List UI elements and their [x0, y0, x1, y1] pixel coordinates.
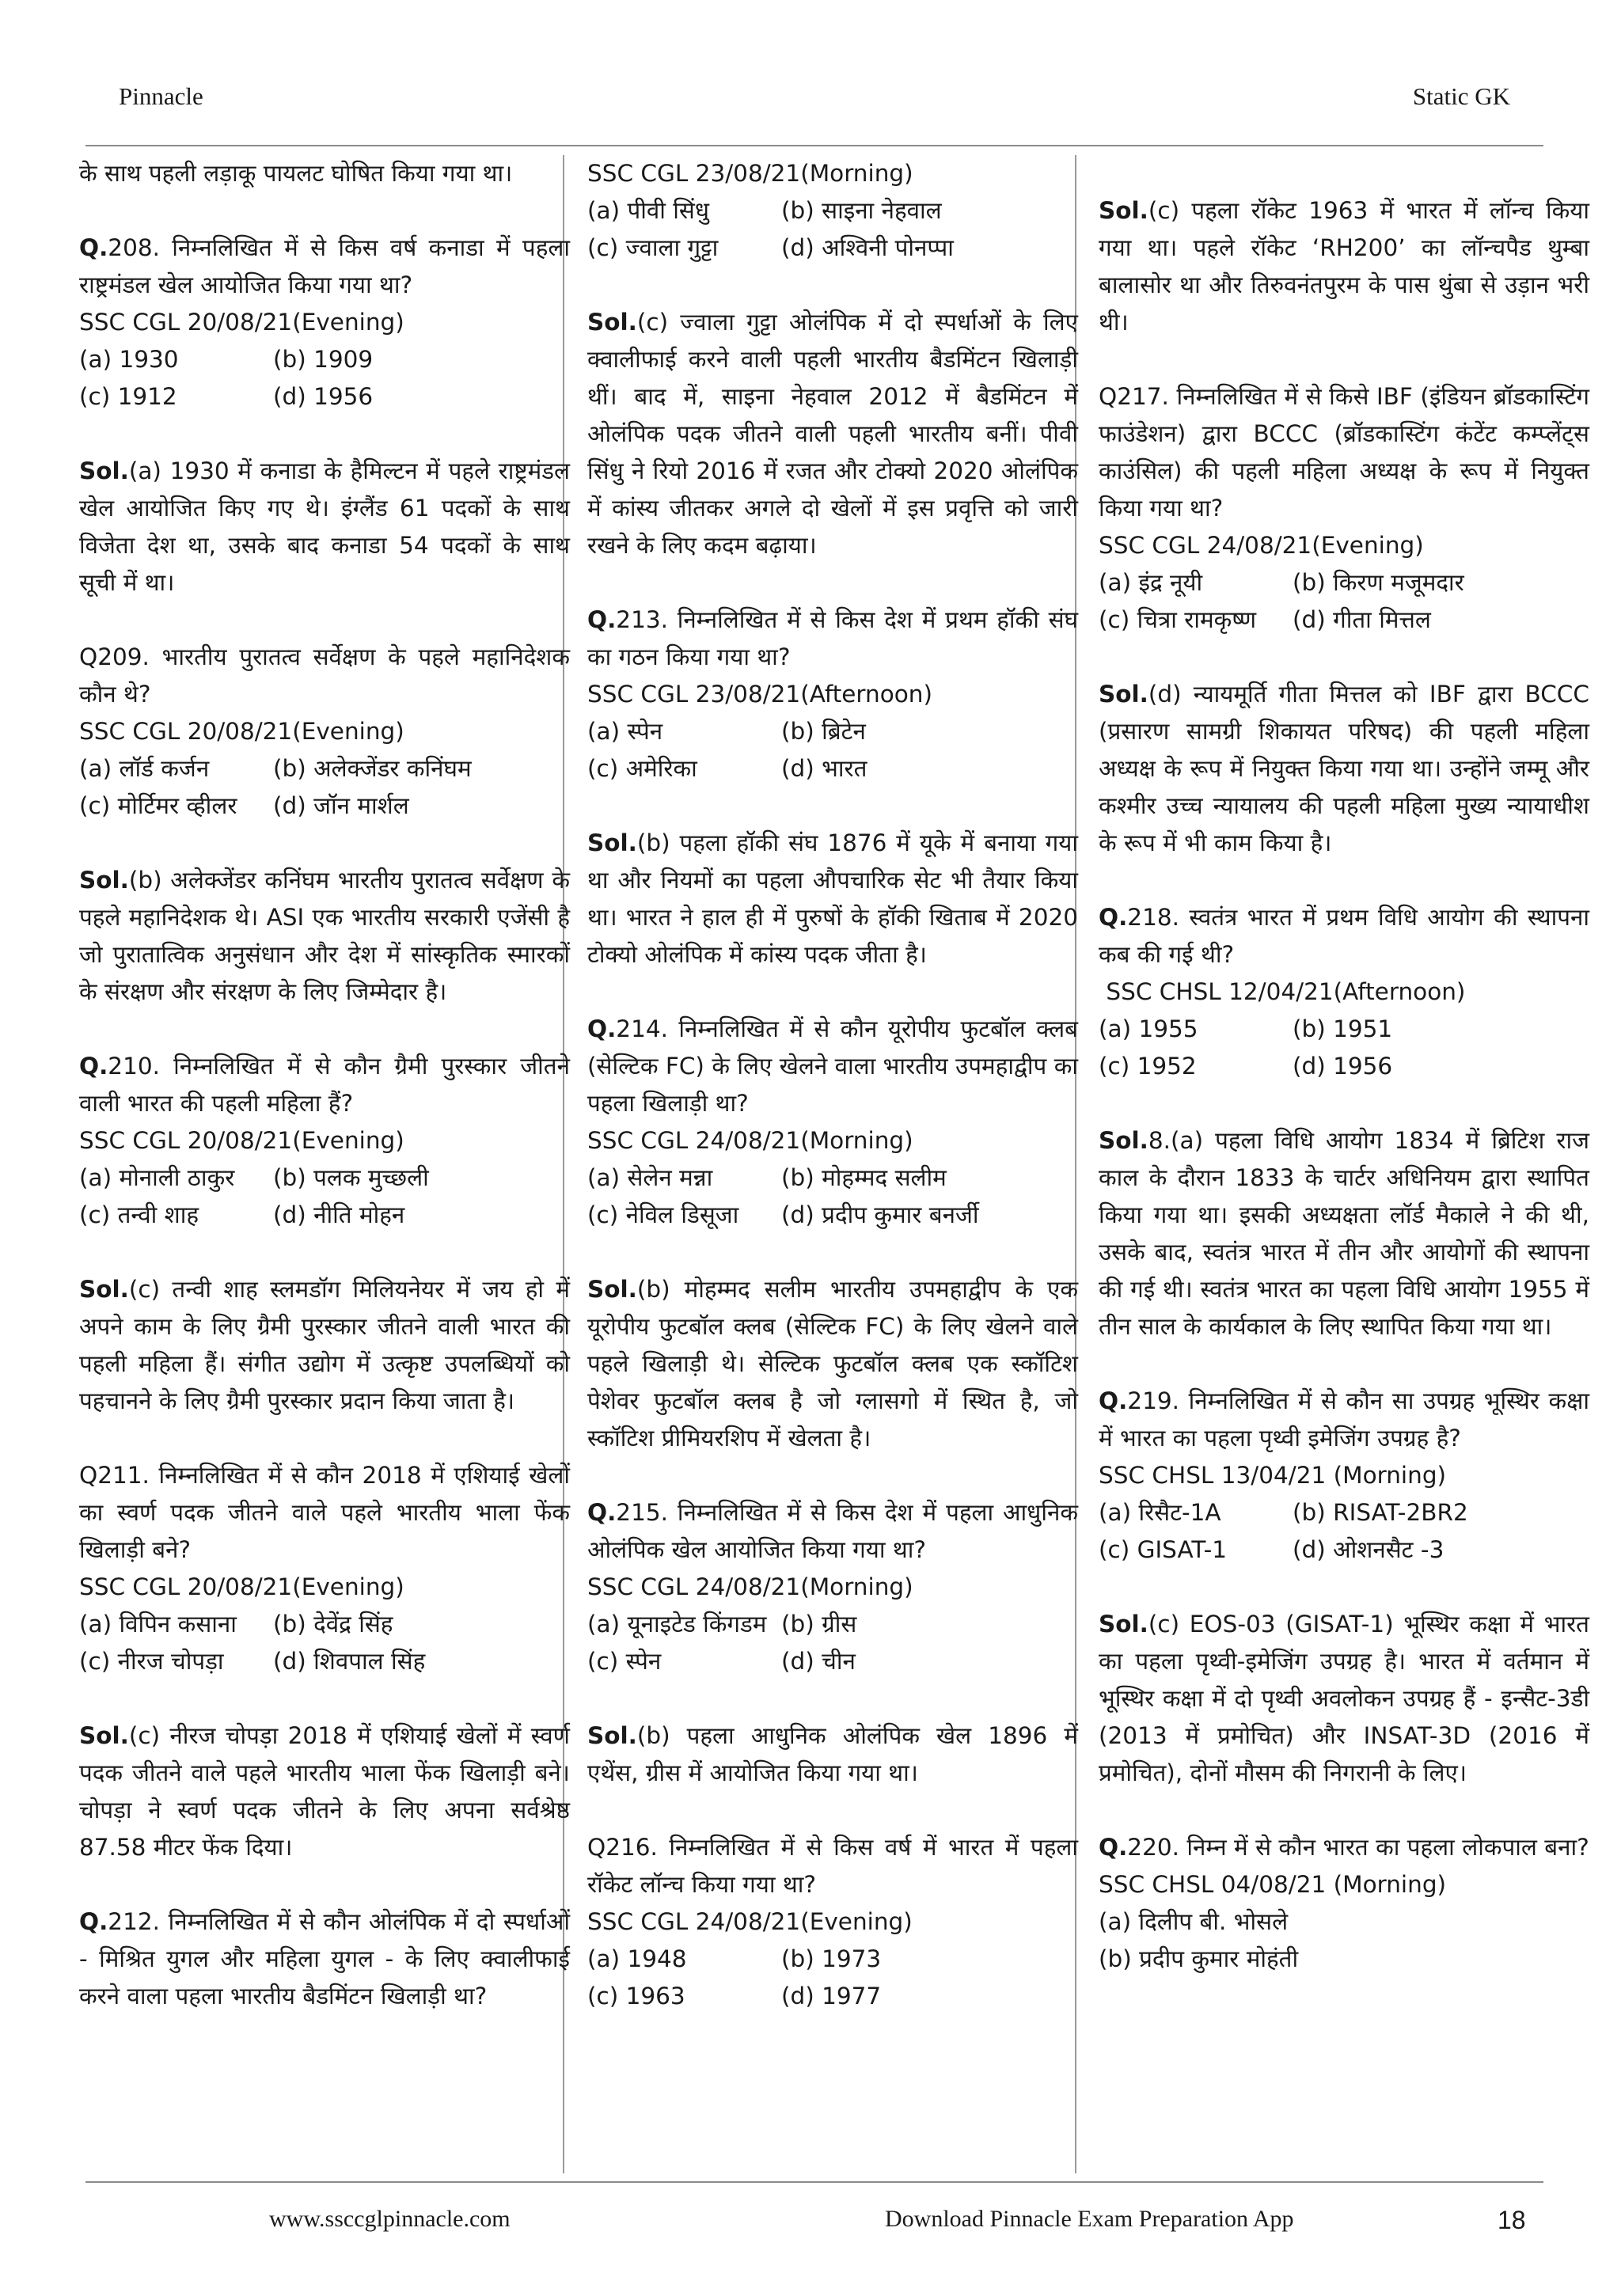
solution-label: Sol.: [79, 1722, 129, 1749]
question-text: Q211. निम्नलिखित में से कौन 2018 में एशियाई खेलों का स्वर्ण पदक जीतने वाले पहले भारतीय भाला फेंक खिलाड़ी बने?: [79, 1462, 570, 1563]
options: [587, 1159, 1078, 1234]
solution-label: Sol.: [1099, 681, 1148, 708]
solution-label: Sol.: [587, 829, 637, 856]
option: (c) नीरज चोपड़ा: [79, 1648, 224, 1675]
option: (b) किरण मजूमदार: [1293, 569, 1464, 596]
exam-source: SSC CGL 23/08/21(Morning): [587, 160, 913, 187]
option: (b) ग्रीस: [781, 1611, 857, 1638]
exam-source: SSC CGL 20/08/21(Evening): [79, 718, 404, 745]
question-219: [1099, 1383, 1589, 1569]
question-text: Q.213. निम्नलिखित में से किस देश में प्रथम हॉकी संघ का गठन किया गया था?: [587, 606, 1078, 670]
options: [587, 713, 1078, 787]
header-right: Static GK: [1412, 82, 1510, 110]
solution: Sol.(c) EOS-03 (GISAT-1) भूस्थिर कक्षा में भारत का पहला पृथ्वी-इमेजिंग उपग्रह है। भारत में वर्तमान में भूस्थिर कक्षा में दो पृथ्वी अवलोकन उपग्रह हैं - इन्सैट-3डी (2013 में प्रमोचित) और INSAT-3D (2016 में प्रमोचित), दोनों मौसम की निगरानी के लिए।: [1099, 1611, 1589, 1786]
option: (c) मोर्टिमर व्हीलर: [79, 792, 237, 819]
option: (c) स्पेन: [587, 1648, 662, 1675]
solution-label: Sol.: [79, 457, 129, 484]
question-209: [79, 639, 570, 825]
options: [79, 1159, 570, 1234]
question-text: Q.214. निम्नलिखित में से कौन यूरोपीय फुटबॉल क्लब (सेल्टिक FC) के लिए खेलने वाला भारतीय उपमहाद्वीप का पहला खिलाड़ी था?: [587, 1015, 1078, 1117]
options: [79, 750, 570, 825]
solution: Sol.(b) मोहम्मद सलीम भारतीय उपमहाद्वीप के एक यूरोपीय फुटबॉल क्लब (सेल्टिक FC) के लिए खेलने वाले पहले खिलाड़ी थे। सेल्टिक फुटबॉल क्लब एक स्कॉटिश पेशेवर फुटबॉल क्लब है जो ग्लासगो में स्थित है, जो स्कॉटिश प्रीमियरशिप में खेलता है।: [587, 1276, 1078, 1452]
option: (b) ब्रिटेन: [781, 718, 866, 745]
option: (b) अलेक्जेंडर कनिंघम: [273, 755, 472, 782]
question-number-prefix: Q.: [587, 1015, 617, 1042]
option: (b) देवेंद्र सिंह: [273, 1611, 393, 1638]
question-210: [79, 1048, 570, 1234]
option: (b) 1909: [273, 346, 374, 373]
question-text: Q.210. निम्नलिखित में से कौन ग्रैमी पुरस्कार जीतने वाली भारत की पहली महिला हैं?: [79, 1053, 570, 1117]
question-number-prefix: Q.: [79, 1908, 108, 1935]
option: (d) 1977: [781, 1983, 882, 2009]
question-212: Q.212. निम्नलिखित में से कौन ओलंपिक में दो स्पर्धाओं - मिश्रित युगल और महिला युगल - के लिए क्वालीफाई करने वाला पहला भारतीय बैडमिंटन खिलाड़ी था?: [79, 1908, 570, 2009]
continued-text: के साथ पहली लड़ाकू पायलट घोषित किया गया था।: [79, 160, 513, 187]
option: (c) चित्रा रामकृष्ण: [1099, 606, 1257, 633]
option: (d) शिवपाल सिंह: [273, 1648, 426, 1675]
exam-source: SSC CGL 24/08/21(Morning): [587, 1573, 913, 1600]
question-text: Q.208. निम्नलिखित में से किस वर्ष कनाडा में पहला राष्ट्रमंडल खेल आयोजित किया गया था?: [79, 234, 570, 298]
question-211: [79, 1457, 570, 1680]
question-text: Q209. भारतीय पुरातत्व सर्वेक्षण के पहले महानिदेशक कौन थे?: [79, 643, 570, 708]
exam-source: SSC CGL 20/08/21(Evening): [79, 1573, 404, 1600]
question-text: Q.219. निम्नलिखित में से कौन सा उपग्रह भूस्थिर कक्षा में भारत का पहला पृथ्वी इमेजिंग उपग्रह है?: [1099, 1387, 1589, 1452]
option: (d) अश्विनी पोनप्पा: [781, 234, 954, 261]
option: (a) पीवी सिंधु: [587, 197, 710, 224]
option: (c) नेविल डिसूजा: [587, 1201, 739, 1228]
exam-source: SSC CGL 20/08/21(Evening): [79, 1127, 404, 1154]
option: (b) 1951: [1293, 1015, 1393, 1042]
solution-label: Sol.: [1099, 1611, 1148, 1638]
option: (b) RISAT-2BR2: [1293, 1499, 1468, 1526]
question-213: [587, 602, 1078, 787]
option: (a) 1955: [1099, 1015, 1198, 1042]
solution-label: Sol.: [1099, 197, 1148, 224]
options: [1099, 1494, 1589, 1569]
solution: Sol.(a) 1930 में कनाडा के हैमिल्टन में पहले राष्ट्रमंडल खेल आयोजित किए गए थे। इंग्लैंड 61 पदकों के साथ विजेता देश था, उसके बाद कनाडा 54 पदकों के साथ सूची में था।: [79, 457, 570, 596]
option: (a) लॉर्ड कर्जन: [79, 755, 210, 782]
option: (d) नीति मोहन: [273, 1201, 405, 1228]
option: (d) चीन: [781, 1648, 856, 1675]
option: (c) ज्वाला गुट्टा: [587, 234, 719, 261]
column-3: [1099, 155, 1589, 1978]
option: (c) 1963: [587, 1983, 685, 2009]
question-218: [1099, 899, 1589, 1085]
exam-source: SSC CGL 24/08/21(Morning): [587, 1127, 913, 1154]
solution: Sol.(c) पहला रॉकेट 1963 में भारत में लॉन्च किया गया था। पहले रॉकेट ‘RH200’ का लॉन्चपैड थुम्बा बालासोर था और तिरुवनंतपुरम के पास थुंबा से उड़ान भरी थी।: [1099, 197, 1589, 336]
option: (b) मोहम्मद सलीम: [781, 1164, 947, 1191]
option: (b) साइना नेहवाल: [781, 197, 942, 224]
options: [79, 341, 570, 416]
solution-label: Sol.: [79, 1276, 129, 1303]
options: [1099, 564, 1589, 639]
option: (b) 1973: [781, 1945, 882, 1972]
solution-label: Sol.: [587, 1722, 637, 1749]
exam-source: SSC CHSL 12/04/21(Afternoon): [1099, 978, 1466, 1005]
solution-label: Sol.: [587, 309, 637, 336]
exam-source: SSC CGL 24/08/21(Evening): [587, 1908, 913, 1935]
exam-source: SSC CHSL 04/08/21 (Morning): [1099, 1871, 1447, 1898]
option: (d) भारत: [781, 755, 867, 782]
question-215: [587, 1494, 1078, 1680]
option: (a) विपिन कसाना: [79, 1611, 237, 1638]
solution: Sol.(d) न्यायमूर्ति गीता मित्तल को IBF द्वारा BCCC (प्रसारण सामग्री शिकायत परिषद) की पहली महिला अध्यक्ष के रूप में नियुक्त किया गया था। उन्होंने जम्मू और कश्मीर उच्च न्यायालय की पहली महिला मुख्य न्यायाधीश के रूप में भी काम किया है।: [1099, 681, 1589, 856]
question-text: Q.215. निम्नलिखित में से किस देश में पहला आधुनिक ओलंपिक खेल आयोजित किया गया था?: [587, 1499, 1078, 1563]
option: (d) गीता मित्तल: [1293, 606, 1431, 633]
solution: Sol.(c) तन्वी शाह स्लमडॉग मिलियनेयर में जय हो में अपने काम के लिए ग्रैमी पुरस्कार जीतने वाली भारत की पहली महिला हैं। संगीत उद्योग में उत्कृष्ट उपलब्धियों को पहचानने के लिए ग्रैमी पुरस्कार प्रदान किया जाता है।: [79, 1276, 570, 1414]
option: (c) 1912: [79, 383, 177, 410]
option: (a) दिलीप बी. भोसले: [1099, 1908, 1289, 1935]
footer-rule: [85, 2181, 1543, 2183]
options: [1099, 1011, 1589, 1085]
options: [79, 1606, 570, 1680]
option: (b) प्रदीप कुमार मोहंती: [1099, 1945, 1299, 1972]
option: (a) रिसैट-1A: [1099, 1499, 1221, 1526]
option: (a) यूनाइटेड किंगडम: [587, 1611, 767, 1638]
question-number-prefix: Q.: [79, 234, 108, 261]
exam-source: SSC CGL 23/08/21(Afternoon): [587, 681, 933, 708]
options: [587, 192, 1078, 267]
solution-label: Sol.: [587, 1276, 637, 1303]
solution: Sol.8.(a) पहला विधि आयोग 1834 में ब्रिटिश राज काल के दौरान 1833 के चार्टर अधिनियम द्वारा स्थापित किया गया था। इसकी अध्यक्षता लॉर्ड मैकाले ने की थी, उसके बाद, स्वतंत्र भारत में तीन और आयोगों की स्थापना की गई थी। स्वतंत्र भारत का पहला विधि आयोग 1955 में तीन साल के कार्यकाल के लिए स्थापित किया गया था।: [1099, 1127, 1589, 1340]
option: (c) तन्वी शाह: [79, 1201, 199, 1228]
solution-label: Sol.: [79, 867, 129, 894]
option: (a) मोनाली ठाकुर: [79, 1164, 235, 1191]
option: (d) ओशनसैट -3: [1293, 1536, 1444, 1563]
footer-website: www.ssccglpinnacle.com: [269, 2206, 511, 2232]
exam-source: SSC CGL 20/08/21(Evening): [79, 309, 404, 336]
footer-app-text: Download Pinnacle Exam Preparation App: [885, 2206, 1294, 2232]
exam-source: SSC CHSL 13/04/21 (Morning): [1099, 1462, 1447, 1489]
option: (b) पलक मुच्छली: [273, 1164, 429, 1191]
question-text: Q.218. स्वतंत्र भारत में प्रथम विधि आयोग की स्थापना कब की गई थी?: [1099, 904, 1589, 968]
option: (d) 1956: [273, 383, 374, 410]
question-text: Q217. निम्नलिखित में से किसे IBF (इंडियन ब्रॉडकास्टिंग फाउंडेशन) द्वारा BCCC (ब्रॉडकास्टिंग कंटेंट कम्प्लेंट्स काउंसिल) की पहली महिला अध्यक्ष के रूप में नियुक्त किया गया था?: [1099, 383, 1589, 522]
option: (a) 1948: [587, 1945, 687, 1972]
question-number-prefix: Q.: [587, 606, 617, 633]
question-text: Q216. निम्नलिखित में से किस वर्ष में भारत में पहला रॉकेट लॉन्च किया गया था?: [587, 1834, 1078, 1898]
question-212-continued: [587, 155, 1078, 267]
column-1: [79, 155, 570, 2015]
question-number-prefix: Q.: [79, 1053, 108, 1080]
question-number-prefix: Q.: [1099, 904, 1128, 931]
solution: Sol.(b) पहला आधुनिक ओलंपिक खेल 1896 में एथेंस, ग्रीस में आयोजित किया गया था।: [587, 1722, 1078, 1786]
option: (c) अमेरिका: [587, 755, 697, 782]
question-number-prefix: Q.: [1099, 1834, 1128, 1861]
option: (a) सेलेन मन्ना: [587, 1164, 713, 1191]
option: (a) इंद्र नूयी: [1099, 569, 1203, 596]
column-2: [587, 155, 1078, 2015]
header-rule: [85, 145, 1543, 146]
exam-source: SSC CGL 24/08/21(Evening): [1099, 532, 1424, 559]
solution: Sol.(b) अलेक्जेंडर कनिंघम भारतीय पुरातत्व सर्वेक्षण के पहले महानिदेशक थे। ASI एक भारतीय सरकारी एजेंसी है जो पुरातात्विक अनुसंधान और देश में सांस्कृतिक स्मारकों के संरक्षण और संरक्षण के लिए जिम्मेदार है।: [79, 867, 570, 1005]
options: [587, 1606, 1078, 1680]
question-number-prefix: Q.: [1099, 1387, 1128, 1414]
question-217: [1099, 378, 1589, 639]
page-number: 18: [1498, 2206, 1526, 2234]
options: [587, 1941, 1078, 2015]
option: (d) प्रदीप कुमार बनर्जी: [781, 1201, 979, 1228]
question-208: [79, 230, 570, 416]
option: (d) 1956: [1293, 1053, 1393, 1080]
question-number-prefix: Q.: [587, 1499, 617, 1526]
header-left: Pinnacle: [119, 82, 203, 110]
solution-label: Sol.: [1099, 1127, 1148, 1154]
option: (a) स्पेन: [587, 718, 663, 745]
option: (d) जॉन मार्शल: [273, 792, 409, 819]
solution: Sol.(c) ज्वाला गुट्टा ओलंपिक में दो स्पर्धाओं के लिए क्वालीफाई करने वाली पहली भारतीय बैडमिंटन खिलाड़ी थीं। बाद में, साइना नेहवाल 2012 में बैडमिंटन में ओलंपिक पदक जीतने वाली पहली भारतीय बनीं। पीवी सिंधु ने रियो 2016 में रजत और टोक्यो 2020 ओलंपिक में कांस्य जीतकर अगले दो खेलों में इस प्रवृत्ति को जारी रखने के लिए कदम बढ़ाया।: [587, 309, 1078, 559]
option: (c) 1952: [1099, 1053, 1197, 1080]
question-text: Q.220. निम्न में से कौन भारत का पहला लोकपाल बना?: [1099, 1834, 1589, 1861]
question-214: [587, 1011, 1078, 1234]
option: (a) 1930: [79, 346, 179, 373]
solution: Sol.(c) नीरज चोपड़ा 2018 में एशियाई खेलों में स्वर्ण पदक जीतने वाले पहले भारतीय भाला फेंक खिलाड़ी बने। चोपड़ा ने स्वर्ण पदक जीतने के लिए अपना सर्वश्रेष्ठ 87.58 मीटर फेंक दिया।: [79, 1722, 570, 1861]
solution: Sol.(b) पहला हॉकी संघ 1876 में यूके में बनाया गया था और नियमों का पहला औपचारिक सेट भी तैयार किया था। भारत ने हाल ही में पुरुषों के हॉकी खिताब में 2020 टोक्यो ओलंपिक में कांस्य पदक जीता है।: [587, 829, 1078, 968]
question-220: [1099, 1829, 1589, 1978]
option: (c) GISAT-1: [1099, 1536, 1228, 1563]
question-216: [587, 1829, 1078, 2015]
